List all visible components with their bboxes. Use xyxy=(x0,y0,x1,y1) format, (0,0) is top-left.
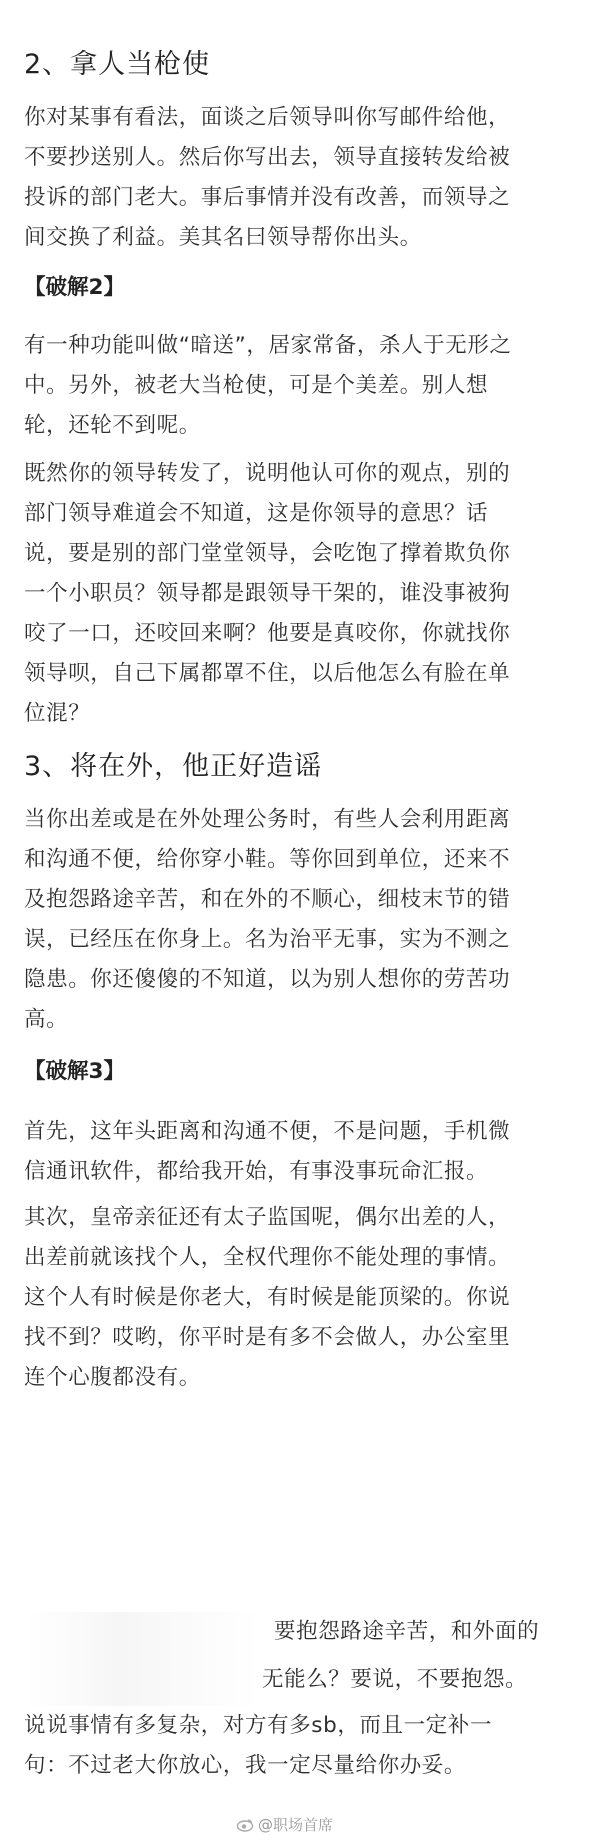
weibo-watermark xyxy=(236,1814,333,1835)
section-3-paragraph-2 xyxy=(24,1112,584,1192)
text-line: 中。另外，被老大当枪使，可是个美差。别人想 xyxy=(24,373,489,398)
text-line: 间交换了利益。美其名曰领导帮你出头。 xyxy=(24,225,422,250)
text-line: 说说事情有多复杂，对方有多sb，而且一定补一 xyxy=(24,1713,493,1738)
text-line: 有一种功能叫做“暗送”，居家常备，杀人于无形之 xyxy=(24,333,512,358)
text-line: 当你出差或是在外处理公务时，有些人会利用距离 xyxy=(24,807,511,832)
text-line: 连个心腹都没有。 xyxy=(24,1365,201,1390)
text-line: 一个小职员？领导都是跟领导干架的，谁没事被狗 xyxy=(24,581,511,606)
section-3-heading: 3、将在外，他正好造谣 xyxy=(24,751,323,782)
section-3-paragraph-4-partial-2 xyxy=(262,1660,584,1700)
text-line: 无能么？要说，不要抱怨。 xyxy=(262,1667,528,1692)
text-line: 要抱怨路途辛苦，和外面的 xyxy=(274,1619,540,1644)
solution-2-label: 【破解2】 xyxy=(24,275,125,300)
solution-3-label: 【破解3】 xyxy=(24,1059,125,1084)
text-line: 出差前就该找个人，全权代理你不能处理的事情。 xyxy=(24,1245,511,1270)
text-line: 首先，这年头距离和沟通不便，不是问题，手机微 xyxy=(24,1119,511,1144)
text-line: 和沟通不便，给你穿小鞋。等你回到单位，还来不 xyxy=(24,847,511,872)
text-line: 既然你的领导转发了，说明他认可你的观点，别的 xyxy=(24,461,511,486)
text-line: 句：不过老大你放心，我一定尽量给你办妥。 xyxy=(24,1753,467,1778)
text-line: 找不到？哎哟，你平时是有多不会做人，办公室里 xyxy=(24,1325,511,1350)
text-line: 隐患。你还傻傻的不知道，以为别人想你的劳苦功 xyxy=(24,967,511,992)
text-line: 不要抄送别人。然后你写出去，领导直接转发给被 xyxy=(24,145,511,170)
section-2-heading: 2、拿人当枪使 xyxy=(24,49,211,80)
text-line: 误，已经压在你身上。名为治平无事，实为不测之 xyxy=(24,927,511,952)
text-line: 信通讯软件，都给我开始，有事没事玩命汇报。 xyxy=(24,1159,489,1184)
section-3-paragraph-4-partial xyxy=(274,1612,584,1652)
section-3-paragraph-3 xyxy=(24,1198,584,1398)
weibo-eye-icon xyxy=(236,1818,254,1832)
text-line: 领导呗，自己下属都罩不住，以后他怎么有脸在单 xyxy=(24,661,511,686)
text-line: 高。 xyxy=(24,1007,69,1032)
text-line: 部门领导难道会不知道，这是你领导的意思？话 xyxy=(24,501,489,526)
text-line: 说，要是别的部门堂堂领导，会吃饱了撑着欺负你 xyxy=(24,541,511,566)
text-line: 其次，皇帝亲征还有太子监国呢，偶尔出差的人， xyxy=(24,1205,511,1230)
text-line: 及抱怨路途辛苦，和在外的不顺心，细枝末节的错 xyxy=(24,887,511,912)
text-line: 你对某事有看法，面谈之后领导叫你写邮件给他， xyxy=(24,105,511,130)
section-2-paragraph-2 xyxy=(24,326,584,446)
text-line: 轮，还轮不到呢。 xyxy=(24,413,201,438)
section-2-paragraph-3 xyxy=(24,454,584,734)
watermark-text: @职场首席 xyxy=(258,1816,334,1834)
section-2-paragraph-1 xyxy=(24,98,584,258)
section-3-paragraph-1 xyxy=(24,800,584,1040)
text-line: 投诉的部门老大。事后事情并没有改善，而领导之 xyxy=(24,185,511,210)
section-3-paragraph-4 xyxy=(24,1706,584,1786)
text-line: 这个人有时候是你老大，有时候是能顶梁的。你说 xyxy=(24,1285,511,1310)
text-line: 位混？ xyxy=(24,701,91,726)
redacted-blur xyxy=(24,1612,260,1706)
text-line: 咬了一口，还咬回来啊？他要是真咬你，你就找你 xyxy=(24,621,511,646)
